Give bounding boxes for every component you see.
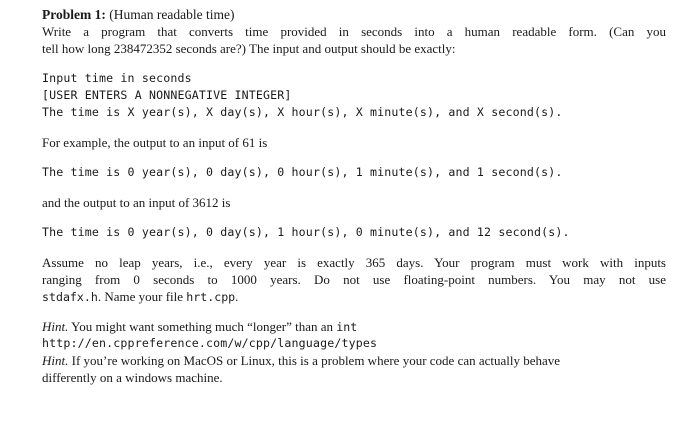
intro-line-1: Write a program that converts time provided in seconds into a human readable form. (Can you xyxy=(42,24,666,39)
problem-number: Problem 1: xyxy=(42,7,106,22)
filename-code: hrt.cpp xyxy=(186,290,236,304)
spec-user-entry: [USER ENTERS A NONNEGATIVE INTEGER] xyxy=(42,88,292,102)
hint-1-text: You might want something much “longer” than an xyxy=(68,319,337,334)
cppreference-link[interactable]: http://en.cppreference.com/w/cpp/language/types xyxy=(42,336,378,350)
hint-1 xyxy=(42,318,666,335)
rules-line-3 xyxy=(42,288,666,305)
example-1-output: The time is 0 year(s), 0 day(s), 0 hour(s), 1 minute(s), and 1 second(s). xyxy=(42,165,563,179)
rules-line-3-end: . xyxy=(235,289,239,304)
rules-line-1: Assume no leap years, i.e., every year is exactly 365 days. Your program must work with inputs xyxy=(42,255,666,270)
hint-2-text: If you’re working on MacOS or Linux, this is a problem where your code can actually behave xyxy=(68,353,561,368)
hint-2-line-2: differently on a windows machine. xyxy=(42,370,223,385)
hint-2-label: Hint. xyxy=(42,353,69,368)
problem-document xyxy=(42,6,666,386)
example-2-text: and the output to an input of 3612 is xyxy=(42,195,231,210)
problem-heading xyxy=(42,6,666,23)
hint-2-line-1 xyxy=(42,352,666,369)
hint-1-label: Hint. xyxy=(42,319,69,334)
rules-line-2: ranging from 0 seconds to 1000 years. Do not use floating-point numbers. You may not use xyxy=(42,272,666,287)
intro-line-2: tell how long 238472352 seconds are?) The input and output should be exactly: xyxy=(42,41,456,56)
example-2-output: The time is 0 year(s), 0 day(s), 1 hour(s), 0 minute(s), and 12 second(s). xyxy=(42,225,570,239)
int-code: int xyxy=(336,320,358,334)
example-1-text: For example, the output to an input of 61 is xyxy=(42,135,268,150)
rules-line-3-text: . Name your file xyxy=(97,289,187,304)
spec-output-format: The time is X year(s), X day(s), X hour(s), X minute(s), and X second(s). xyxy=(42,105,563,119)
stdafx-code: stdafx.h xyxy=(42,290,98,304)
problem-subtitle: (Human readable time) xyxy=(109,7,235,22)
spec-input-prompt: Input time in seconds xyxy=(42,71,192,85)
